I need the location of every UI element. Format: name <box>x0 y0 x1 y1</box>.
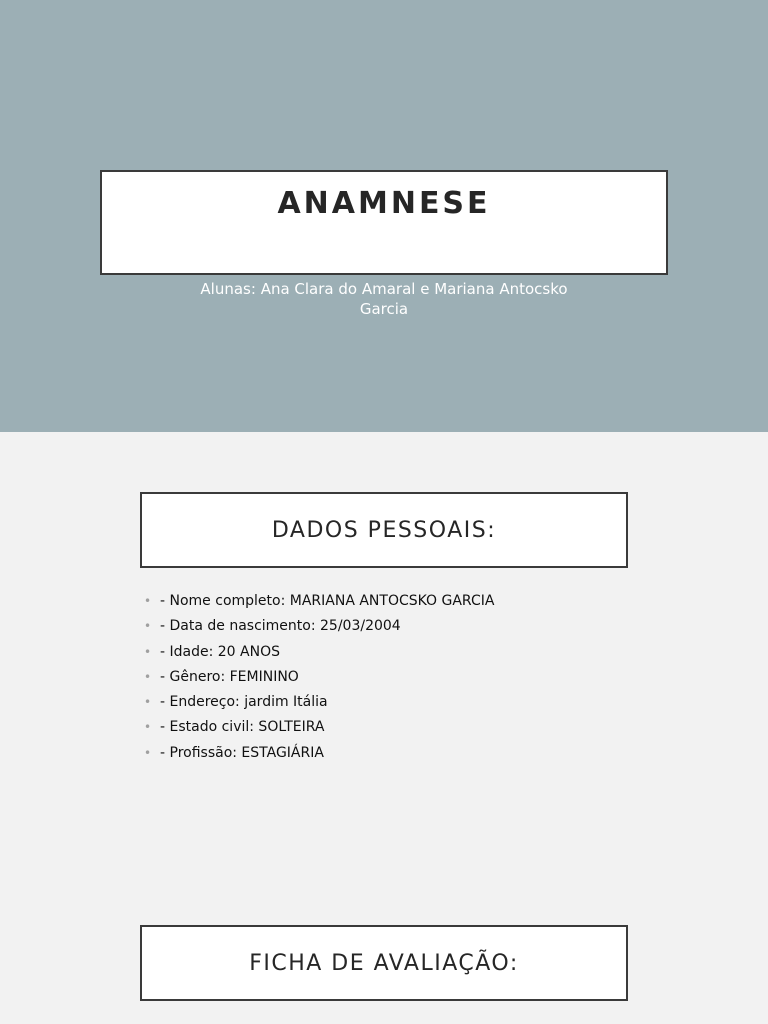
bullet-icon: • <box>144 669 152 684</box>
bullet-icon: • <box>144 644 152 659</box>
list-item-text: - Endereço: jardim Itália <box>160 694 328 711</box>
list-item <box>144 741 494 766</box>
bullet-icon: • <box>144 594 152 608</box>
bullet-icon: • <box>144 695 152 710</box>
list-item-text: - Estado civil: SOLTEIRA <box>160 719 325 736</box>
list-item-text: - Gênero: FEMININO <box>160 668 299 685</box>
list-item <box>144 690 494 715</box>
personal-data-heading: DADOS PESSOAIS: <box>271 517 497 543</box>
personal-data-list <box>144 589 494 766</box>
list-item <box>144 665 494 690</box>
list-item <box>144 589 494 614</box>
evaluation-heading-box <box>140 925 628 1001</box>
slide-subtitle: Alunas: Ana Clara do Amaral e Mariana Antocsko Garcia <box>200 280 568 318</box>
list-item <box>144 614 494 639</box>
list-item-text: - Data de nascimento: 25/03/2004 <box>160 618 401 635</box>
evaluation-heading: FICHA DE AVALIAÇÃO: <box>249 950 519 976</box>
list-item <box>144 715 494 740</box>
list-item <box>144 640 494 665</box>
list-item-text: - Nome completo: MARIANA ANTOCSKO GARCIA <box>160 593 495 609</box>
slide-title: ANAMNESE <box>277 186 491 221</box>
personal-data-heading-box <box>140 492 628 568</box>
bullet-icon: • <box>144 720 152 735</box>
bullet-icon: • <box>144 619 152 634</box>
list-item-text: - Profissão: ESTAGIÁRIA <box>160 744 324 761</box>
list-item-text: - Idade: 20 ANOS <box>160 643 280 660</box>
bullet-icon: • <box>144 745 152 760</box>
